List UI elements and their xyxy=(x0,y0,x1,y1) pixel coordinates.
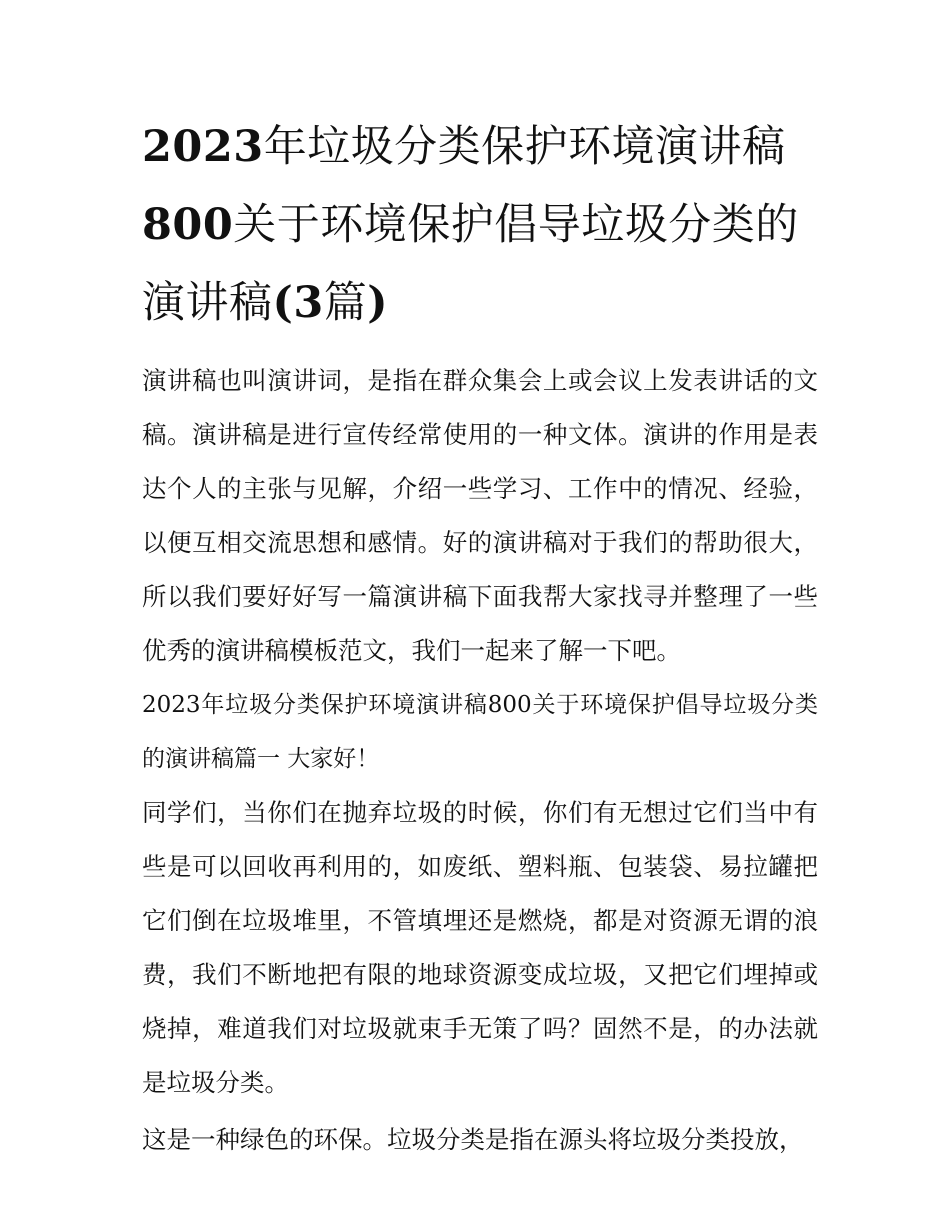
section-heading-paragraph: 2023年垃圾分类保护环境演讲稿800关于环境保护倡导垃圾分类的演讲稿篇一 大家好！ xyxy=(142,692,818,772)
body-paragraph: 同学们，当你们在抛弃垃圾的时候，你们有无想过它们当中有些是可以回收再利用的，如废纸、塑料瓶、包装袋、易拉罐把它们倒在垃圾堆里，不管填埋还是燃烧，都是对资源无谓的浪费，我们不断地把有限的地球资源变成垃圾，又把它们埋掉或烧掉，难道我们对垃圾就束手无策了吗？固然不是，的办法就是垃圾分类。 xyxy=(142,798,818,1097)
title-paren-close: ) xyxy=(367,278,389,328)
intro-paragraph: 演讲稿也叫演讲词，是指在群众集会上或会议上发表讲话的文稿。演讲稿是进行宣传经常使用的一种文体。演讲的作用是表达个人的主张与见解，介绍一些学习、工作中的情况、经验，以便互相交流思想和感情。好的演讲稿对于我们的帮助很大，所以我们要好好写一篇演讲稿下面我帮大家找寻并整理了一些优秀的演讲稿模板范文，我们一起来了解一下吧。 xyxy=(142,366,818,665)
title-paren-open: (3 xyxy=(272,278,324,328)
title-text-2: 关于环境保护倡导垃圾分类的演讲稿 xyxy=(142,200,799,328)
document-title xyxy=(142,108,818,342)
title-text-1: 年垃圾分类保护环境演讲稿 xyxy=(263,122,786,172)
document-body xyxy=(142,108,818,1167)
title-year: 2023 xyxy=(142,122,264,172)
body-paragraph-continued: 这是一种绿色的环保。垃圾分类是指在源头将垃圾分类投放， xyxy=(142,1125,804,1154)
title-text-3: 篇 xyxy=(323,278,368,328)
title-word-count: 800 xyxy=(142,200,234,250)
